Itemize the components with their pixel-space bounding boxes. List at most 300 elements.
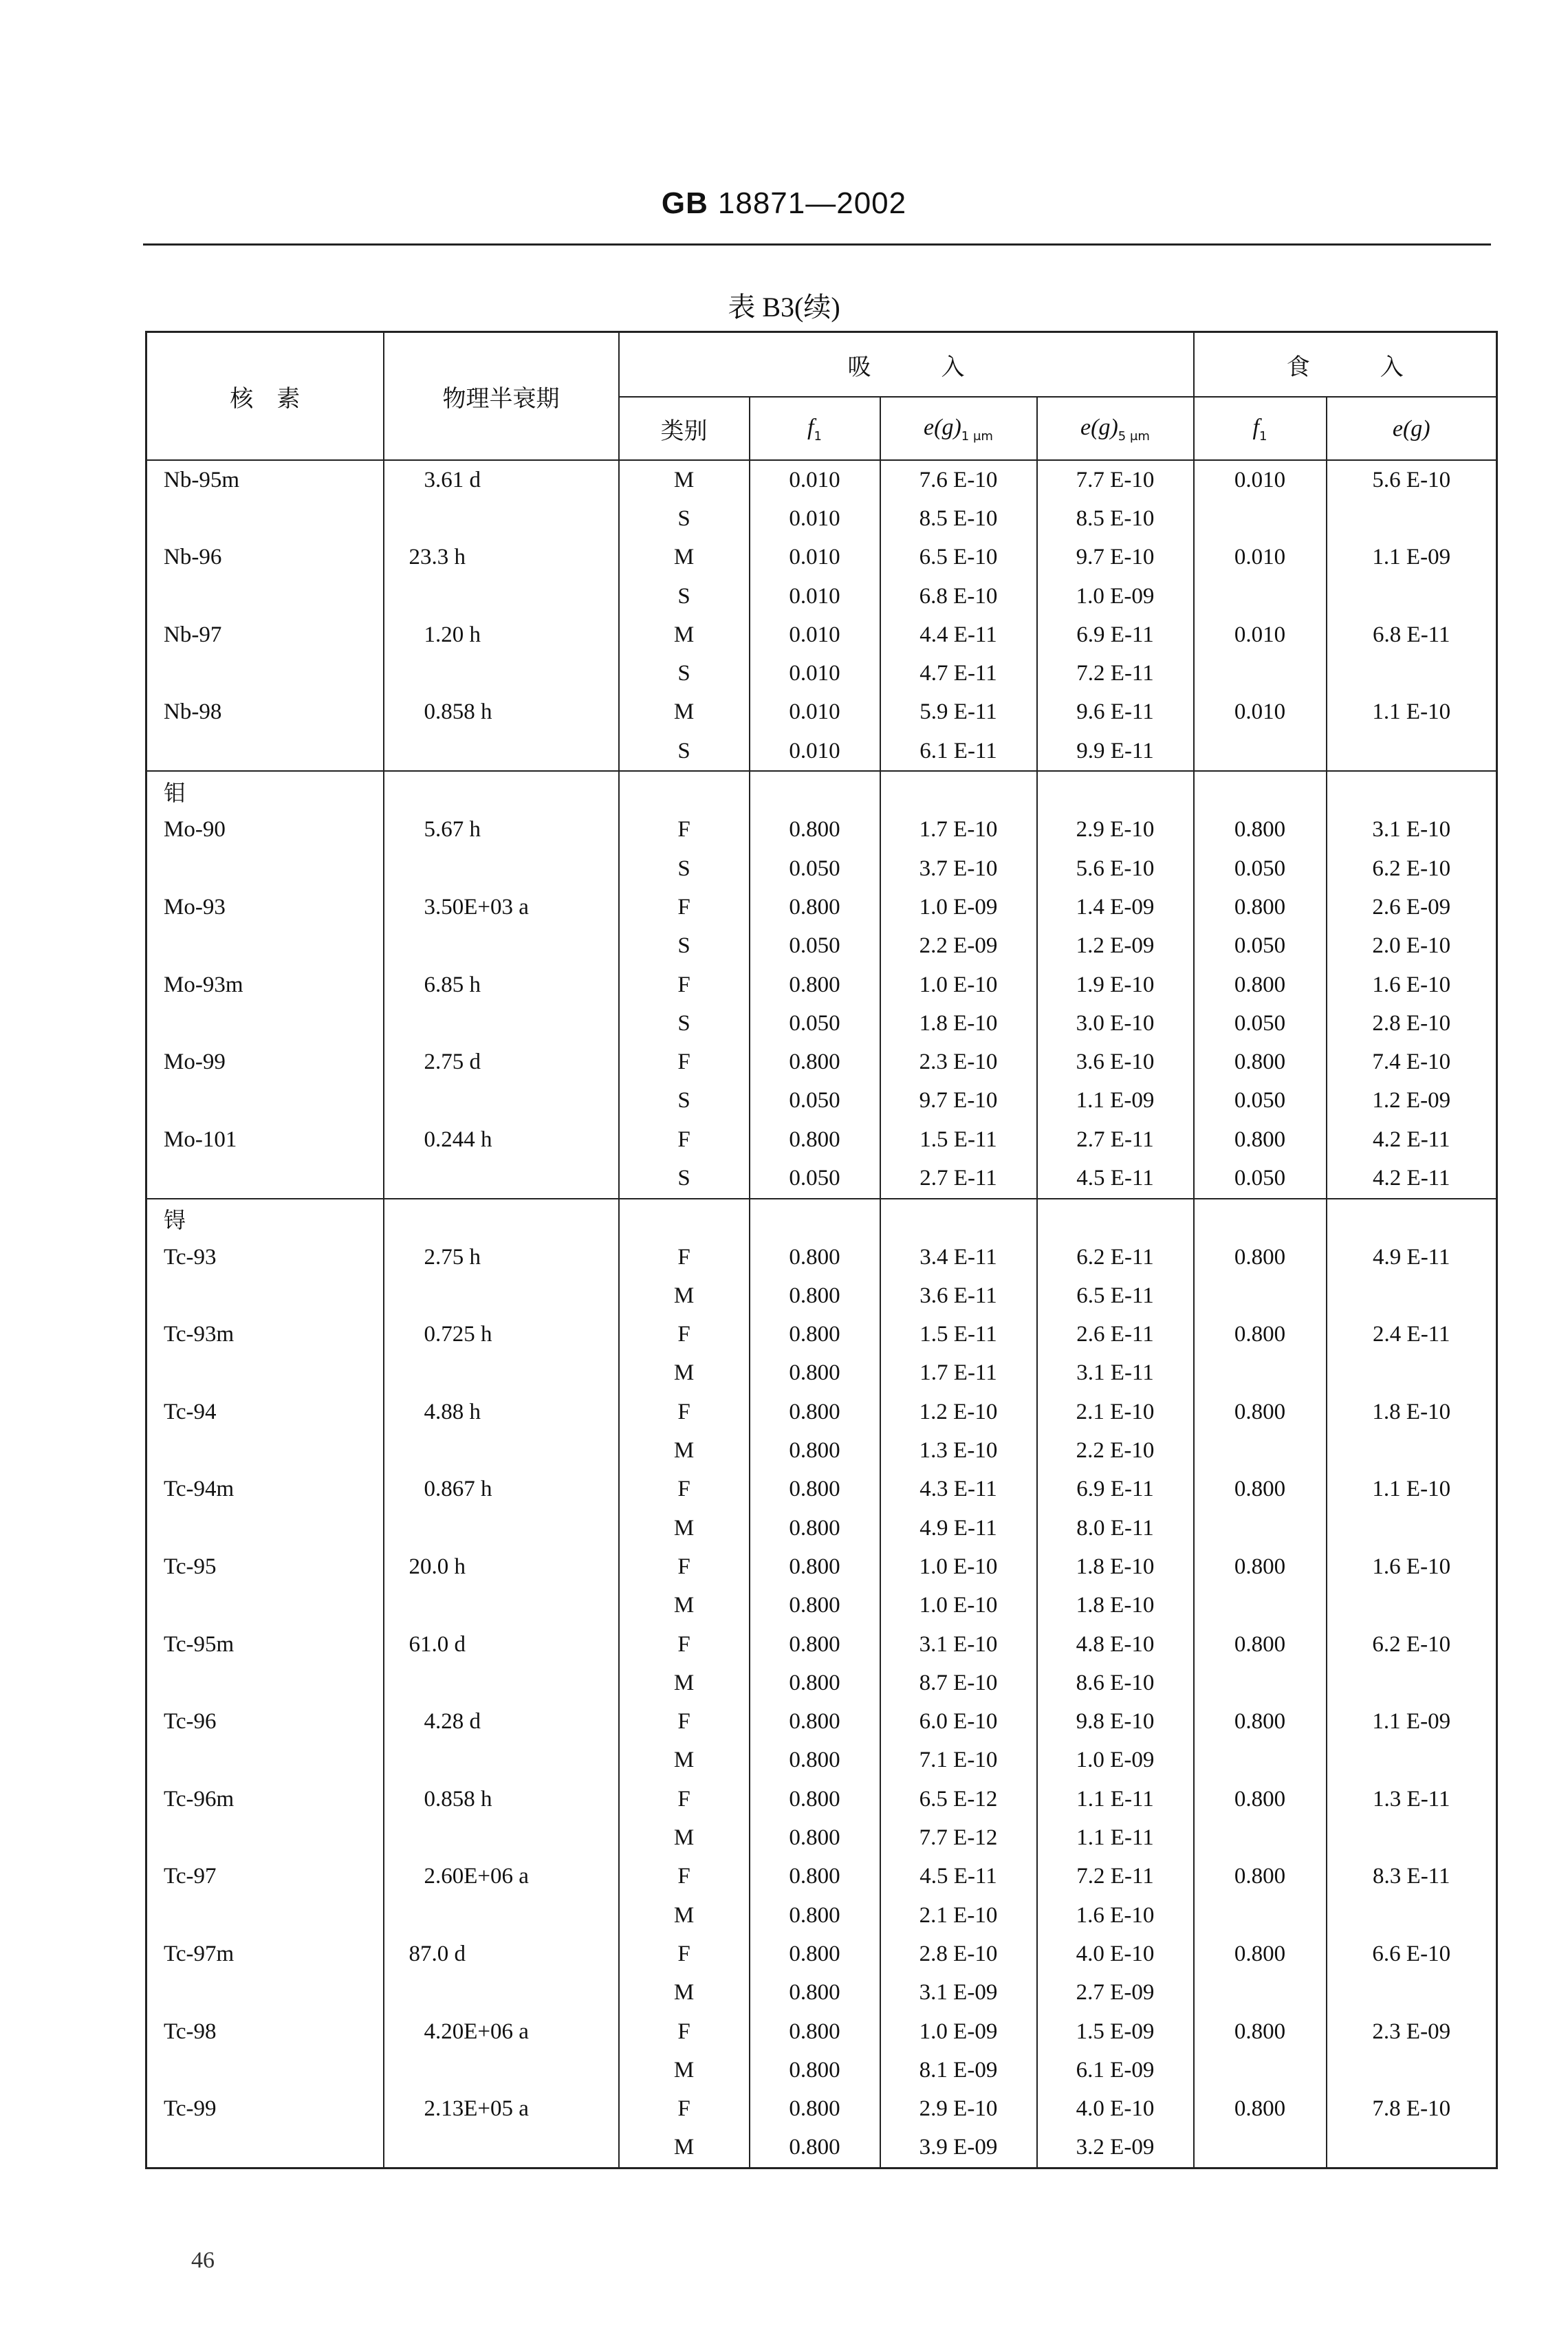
table-row [146,1935,1497,1973]
standard-number: 18871—2002 [717,186,907,220]
e-1um-cell: 3.4 E-11 [880,1238,1037,1276]
half-life-cell [384,771,619,810]
ingestion-f1-cell [1194,577,1327,616]
inhalation-f1-cell: 0.050 [750,927,880,966]
nuclide-cell [146,577,384,616]
half-life-cell [384,1509,619,1547]
ingestion-e-cell [1327,1818,1497,1857]
half-life-cell [384,1896,619,1935]
e-1um-cell: 4.3 E-11 [880,1470,1037,1509]
e-5um-cell: 9.6 E-11 [1037,693,1194,732]
ingestion-e-cell: 1.2 E-09 [1327,1082,1497,1120]
half-life-cell [384,577,619,616]
half-life-cell: 3.61 d [384,460,619,499]
nuclide-cell: Nb-98 [146,693,384,732]
half-life-cell: 2.13E+05 a [384,2089,619,2128]
type-cell [619,1199,750,1238]
nuclide-cell: Tc-99 [146,2089,384,2128]
table-row [146,1858,1497,1896]
table-row [146,2051,1497,2089]
table-row [146,1276,1497,1315]
table-row [146,1316,1497,1354]
e-5um-cell: 7.7 E-10 [1037,460,1194,499]
half-life-cell [384,1664,619,1702]
e-1um-cell: 4.5 E-11 [880,1858,1037,1896]
e-5um-cell: 6.5 E-11 [1037,1276,1194,1315]
e-5um-cell: 4.8 E-10 [1037,1625,1194,1664]
page-number: 46 [191,2248,215,2273]
e-1um-cell: 1.7 E-10 [880,811,1037,849]
type-cell: S [619,849,750,888]
ingestion-f1-cell: 0.050 [1194,1004,1327,1043]
e-5um-cell: 1.0 E-09 [1037,1741,1194,1780]
half-life-cell: 20.0 h [384,1547,619,1586]
ingestion-e-cell: 2.4 E-11 [1327,1316,1497,1354]
e-5um-cell: 6.1 E-09 [1037,2051,1194,2089]
ingestion-e-cell: 1.3 E-11 [1327,1780,1497,1818]
nuclide-cell [146,1159,384,1198]
table-row [146,1818,1497,1857]
half-life-cell [384,1974,619,2012]
e-1um-cell: 6.1 E-11 [880,732,1037,771]
type-cell: M [619,1276,750,1315]
e-5um-cell: 2.7 E-09 [1037,1974,1194,2012]
e-5um-cell: 3.2 E-09 [1037,2129,1194,2168]
inhalation-f1-cell: 0.050 [750,849,880,888]
ingestion-f1-cell: 0.800 [1194,1780,1327,1818]
e-1um-cell: 1.0 E-10 [880,1547,1037,1586]
page-header [0,186,1568,221]
element-heading: 钼 [146,771,384,810]
nuclide-cell: Tc-93m [146,1316,384,1354]
ingestion-e-cell [1327,1896,1497,1935]
e-1um-cell [880,1199,1037,1238]
ingestion-f1-cell [1194,1509,1327,1547]
element-heading-row [146,771,1497,810]
e-5um-cell: 9.9 E-11 [1037,732,1194,771]
e-1um-cell: 1.3 E-10 [880,1431,1037,1470]
inhalation-f1-cell: 0.800 [750,1393,880,1431]
half-life-cell: 6.85 h [384,966,619,1004]
half-life-cell: 2.75 h [384,1238,619,1276]
ingestion-f1-cell [1194,1354,1327,1393]
ingestion-e-cell: 8.3 E-11 [1327,1858,1497,1896]
ingestion-f1-cell [1194,1276,1327,1315]
table-row [146,1509,1497,1547]
e-5um-cell: 7.2 E-11 [1037,654,1194,693]
e-1um-cell: 7.6 E-10 [880,460,1037,499]
ingestion-e-cell [1327,1431,1497,1470]
e-1um-cell: 8.1 E-09 [880,2051,1037,2089]
type-cell: M [619,1587,750,1625]
ingestion-e-cell: 1.6 E-10 [1327,966,1497,1004]
table-row [146,732,1497,771]
inhalation-f1-cell: 0.800 [750,1858,880,1896]
e-5um-cell: 1.1 E-11 [1037,1818,1194,1857]
col-header-ingestion-e: e(g) [1327,397,1497,460]
e-1um-cell [880,771,1037,810]
table-header [146,332,1497,461]
ingestion-e-cell [1327,1276,1497,1315]
table-row [146,1703,1497,1741]
e-5um-cell: 4.0 E-10 [1037,2089,1194,2128]
nuclide-cell [146,927,384,966]
inhalation-f1-cell: 0.800 [750,1276,880,1315]
type-cell: F [619,1703,750,1741]
ingestion-f1-cell: 0.050 [1194,927,1327,966]
inhalation-f1-cell: 0.010 [750,654,880,693]
e-5um-cell [1037,1199,1194,1238]
inhalation-f1-cell: 0.050 [750,1004,880,1043]
col-header-e-5um: $e(g)_{5 \mu m}$ [1037,397,1194,460]
ingestion-f1-cell: 0.010 [1194,616,1327,654]
ingestion-e-cell [1327,1354,1497,1393]
inhalation-f1-cell: 0.800 [750,1043,880,1081]
type-cell: F [619,1393,750,1431]
e-5um-cell: 4.5 E-11 [1037,1159,1194,1198]
ingestion-f1-cell: 0.800 [1194,811,1327,849]
e-5um-cell: 8.6 E-10 [1037,1664,1194,1702]
nuclide-cell [146,1664,384,1702]
nuclide-cell: Nb-95m [146,460,384,499]
ingestion-f1-cell: 0.800 [1194,2012,1327,2051]
ingestion-e-cell [1327,654,1497,693]
ingestion-e-cell [1327,732,1497,771]
half-life-cell: 0.867 h [384,1470,619,1509]
nuclide-cell: Mo-101 [146,1120,384,1159]
ingestion-e-cell: 1.1 E-10 [1327,1470,1497,1509]
table-row [146,1896,1497,1935]
ingestion-f1-cell [1194,2129,1327,2168]
ingestion-f1-cell: 0.800 [1194,1120,1327,1159]
table-row [146,927,1497,966]
table-row [146,539,1497,577]
ingestion-f1-cell: 0.800 [1194,1625,1327,1664]
col-header-ingestion-f1: $f_1$ [1194,397,1327,460]
e-5um-cell: 2.6 E-11 [1037,1316,1194,1354]
standard-code: GB [661,186,708,220]
ingestion-f1-cell: 0.800 [1194,1935,1327,1973]
inhalation-f1-cell: 0.800 [750,1818,880,1857]
ingestion-e-cell: 2.6 E-09 [1327,888,1497,926]
half-life-cell [384,654,619,693]
type-cell: S [619,577,750,616]
half-life-cell: 4.20E+06 a [384,2012,619,2051]
table-row [146,1974,1497,2012]
inhalation-f1-cell: 0.800 [750,1587,880,1625]
table-row [146,1004,1497,1043]
ingestion-e-cell: 4.9 E-11 [1327,1238,1497,1276]
type-cell: F [619,2012,750,2051]
ingestion-f1-cell: 0.800 [1194,1470,1327,1509]
table-row [146,2129,1497,2168]
ingestion-f1-cell [1194,1431,1327,1470]
e-1um-cell: 4.4 E-11 [880,616,1037,654]
nuclide-cell: Tc-94 [146,1393,384,1431]
type-cell: F [619,2089,750,2128]
nuclide-cell: Mo-93m [146,966,384,1004]
e-5um-cell: 1.9 E-10 [1037,966,1194,1004]
table-row [146,811,1497,849]
table-row [146,1780,1497,1818]
nuclide-cell [146,1004,384,1043]
col-header-nuclide: 核 素 [146,332,384,461]
type-cell: F [619,1858,750,1896]
table-row [146,888,1497,926]
nuclide-cell [146,1509,384,1547]
table-row [146,2012,1497,2051]
half-life-cell: 1.20 h [384,616,619,654]
inhalation-f1-cell: 0.800 [750,1741,880,1780]
ingestion-e-cell: 6.6 E-10 [1327,1935,1497,1973]
ingestion-e-cell: 6.8 E-11 [1327,616,1497,654]
inhalation-f1-cell: 0.800 [750,1316,880,1354]
ingestion-e-cell: 4.2 E-11 [1327,1120,1497,1159]
inhalation-f1-cell: 0.800 [750,888,880,926]
nuclide-cell [146,2129,384,2168]
type-cell: S [619,927,750,966]
ingestion-e-cell: 2.8 E-10 [1327,1004,1497,1043]
e-1um-cell: 1.0 E-10 [880,966,1037,1004]
half-life-cell [384,1199,619,1238]
e-5um-cell: 1.6 E-10 [1037,1896,1194,1935]
table-row [146,1238,1497,1276]
e-1um-cell: 1.0 E-10 [880,1587,1037,1625]
e-5um-cell: 2.2 E-10 [1037,1431,1194,1470]
ingestion-e-cell [1327,1741,1497,1780]
nuclide-cell: Tc-97m [146,1935,384,1973]
type-cell: F [619,966,750,1004]
ingestion-f1-cell: 0.800 [1194,1238,1327,1276]
nuclide-cell [146,1896,384,1935]
table-row [146,1393,1497,1431]
nuclide-cell: Tc-95 [146,1547,384,1586]
type-cell: F [619,1935,750,1973]
half-life-cell: 2.75 d [384,1043,619,1081]
ingestion-f1-cell [1194,1741,1327,1780]
ingestion-f1-cell [1194,1818,1327,1857]
type-cell: S [619,499,750,538]
e-1um-cell: 6.5 E-12 [880,1780,1037,1818]
type-cell: M [619,1974,750,2012]
table-row [146,1082,1497,1120]
e-5um-cell: 3.6 E-10 [1037,1043,1194,1081]
nuclide-cell [146,732,384,771]
type-cell: S [619,654,750,693]
inhalation-f1-cell: 0.010 [750,539,880,577]
inhalation-f1-cell: 0.800 [750,1509,880,1547]
half-life-cell [384,927,619,966]
half-life-cell: 3.50E+03 a [384,888,619,926]
nuclide-cell: Tc-94m [146,1470,384,1509]
dose-coefficient-table [145,331,1498,2169]
element-heading-row [146,1199,1497,1238]
col-header-half-life: 物理半衰期 [384,332,619,461]
table-row [146,1664,1497,1702]
e-1um-cell: 6.8 E-10 [880,577,1037,616]
e-1um-cell: 1.7 E-11 [880,1354,1037,1393]
nuclide-cell [146,1431,384,1470]
e-5um-cell: 1.4 E-09 [1037,888,1194,926]
e-1um-cell: 1.0 E-09 [880,888,1037,926]
e-1um-cell: 3.7 E-10 [880,849,1037,888]
nuclide-cell: Tc-95m [146,1625,384,1664]
e-5um-cell: 2.9 E-10 [1037,811,1194,849]
col-header-ingestion: 食 入 [1194,332,1497,398]
ingestion-e-cell [1327,1199,1497,1238]
inhalation-f1-cell: 0.800 [750,1238,880,1276]
e-1um-cell: 2.3 E-10 [880,1043,1037,1081]
type-cell: M [619,2129,750,2168]
half-life-cell: 4.88 h [384,1393,619,1431]
ingestion-e-cell: 2.3 E-09 [1327,2012,1497,2051]
nuclide-cell: Nb-97 [146,616,384,654]
table-row [146,654,1497,693]
e-1um-cell: 2.1 E-10 [880,1896,1037,1935]
ingestion-e-cell: 7.8 E-10 [1327,2089,1497,2128]
ingestion-f1-cell [1194,1587,1327,1625]
ingestion-e-cell: 5.6 E-10 [1327,460,1497,499]
inhalation-f1-cell: 0.800 [750,1431,880,1470]
ingestion-f1-cell: 0.800 [1194,1043,1327,1081]
header-rule [143,243,1491,246]
nuclide-cell [146,1082,384,1120]
nuclide-cell [146,1974,384,2012]
half-life-cell [384,1741,619,1780]
nuclide-cell [146,1741,384,1780]
type-cell: S [619,1159,750,1198]
half-life-cell [384,1818,619,1857]
e-1um-cell: 4.7 E-11 [880,654,1037,693]
inhalation-f1-cell: 0.800 [750,1703,880,1741]
e-1um-cell: 1.5 E-11 [880,1120,1037,1159]
inhalation-f1-cell: 0.010 [750,577,880,616]
e-5um-cell: 6.2 E-11 [1037,1238,1194,1276]
type-cell: S [619,1004,750,1043]
inhalation-f1-cell: 0.800 [750,2129,880,2168]
e-1um-cell: 1.8 E-10 [880,1004,1037,1043]
inhalation-f1-cell: 0.010 [750,616,880,654]
ingestion-e-cell: 6.2 E-10 [1327,849,1497,888]
e-1um-cell: 3.9 E-09 [880,2129,1037,2168]
e-1um-cell: 2.8 E-10 [880,1935,1037,1973]
e-5um-cell: 1.1 E-11 [1037,1780,1194,1818]
type-cell: M [619,539,750,577]
half-life-cell [384,849,619,888]
table-row [146,616,1497,654]
ingestion-e-cell [1327,1587,1497,1625]
ingestion-e-cell: 1.8 E-10 [1327,1393,1497,1431]
ingestion-e-cell: 1.6 E-10 [1327,1547,1497,1586]
ingestion-f1-cell: 0.800 [1194,1393,1327,1431]
half-life-cell [384,2051,619,2089]
table-row [146,1431,1497,1470]
inhalation-f1-cell: 0.010 [750,499,880,538]
ingestion-f1-cell: 0.010 [1194,460,1327,499]
inhalation-f1-cell: 0.800 [750,1935,880,1973]
e-5um-cell: 6.9 E-11 [1037,1470,1194,1509]
nuclide-cell: Tc-96m [146,1780,384,1818]
type-cell: F [619,1547,750,1586]
type-cell: M [619,1818,750,1857]
ingestion-f1-cell: 0.050 [1194,1082,1327,1120]
inhalation-f1-cell: 0.800 [750,1780,880,1818]
type-cell: F [619,1043,750,1081]
nuclide-cell: Mo-99 [146,1043,384,1081]
ingestion-e-cell [1327,1664,1497,1702]
ingestion-e-cell: 2.0 E-10 [1327,927,1497,966]
inhalation-f1-cell: 0.800 [750,1664,880,1702]
inhalation-f1-cell: 0.800 [750,811,880,849]
type-cell: F [619,1120,750,1159]
nuclide-cell [146,849,384,888]
half-life-cell [384,1354,619,1393]
type-cell: M [619,2051,750,2089]
type-cell: F [619,1316,750,1354]
table-row [146,1547,1497,1586]
e-5um-cell: 5.6 E-10 [1037,849,1194,888]
table-row [146,1043,1497,1081]
nuclide-cell [146,1276,384,1315]
col-header-e-1um: $e(g)_{1 \mu m}$ [880,397,1037,460]
half-life-cell: 2.60E+06 a [384,1858,619,1896]
type-cell: M [619,1509,750,1547]
ingestion-f1-cell [1194,499,1327,538]
inhalation-f1-cell: 0.800 [750,966,880,1004]
e-1um-cell: 2.2 E-09 [880,927,1037,966]
e-1um-cell: 7.7 E-12 [880,1818,1037,1857]
inhalation-f1-cell: 0.800 [750,1120,880,1159]
half-life-cell [384,1004,619,1043]
e-5um-cell: 6.9 E-11 [1037,616,1194,654]
table-row [146,2089,1497,2128]
table-row [146,1741,1497,1780]
table-row [146,460,1497,499]
ingestion-f1-cell [1194,771,1327,810]
e-1um-cell: 7.1 E-10 [880,1741,1037,1780]
table-row [146,1625,1497,1664]
e-5um-cell: 1.1 E-09 [1037,1082,1194,1120]
ingestion-e-cell [1327,1509,1497,1547]
ingestion-e-cell [1327,577,1497,616]
half-life-cell: 4.28 d [384,1703,619,1741]
table-row [146,1159,1497,1198]
ingestion-e-cell: 3.1 E-10 [1327,811,1497,849]
e-5um-cell: 1.5 E-09 [1037,2012,1194,2051]
ingestion-e-cell [1327,2051,1497,2089]
ingestion-f1-cell [1194,654,1327,693]
half-life-cell: 87.0 d [384,1935,619,1973]
inhalation-f1-cell: 0.800 [750,1470,880,1509]
ingestion-e-cell: 1.1 E-09 [1327,539,1497,577]
inhalation-f1-cell: 0.800 [750,2089,880,2128]
nuclide-cell [146,1354,384,1393]
inhalation-f1-cell: 0.010 [750,732,880,771]
type-cell: M [619,1354,750,1393]
table-caption: 表 B3(续) [728,292,840,323]
ingestion-e-cell: 6.2 E-10 [1327,1625,1497,1664]
inhalation-f1-cell: 0.800 [750,1547,880,1586]
table-row [146,1470,1497,1509]
inhalation-f1-cell: 0.800 [750,2012,880,2051]
ingestion-f1-cell: 0.800 [1194,888,1327,926]
e-5um-cell: 9.8 E-10 [1037,1703,1194,1741]
nuclide-cell: Tc-97 [146,1858,384,1896]
ingestion-e-cell: 1.1 E-10 [1327,693,1497,732]
table-row [146,1120,1497,1159]
e-5um-cell: 2.1 E-10 [1037,1393,1194,1431]
e-5um-cell: 4.0 E-10 [1037,1935,1194,1973]
